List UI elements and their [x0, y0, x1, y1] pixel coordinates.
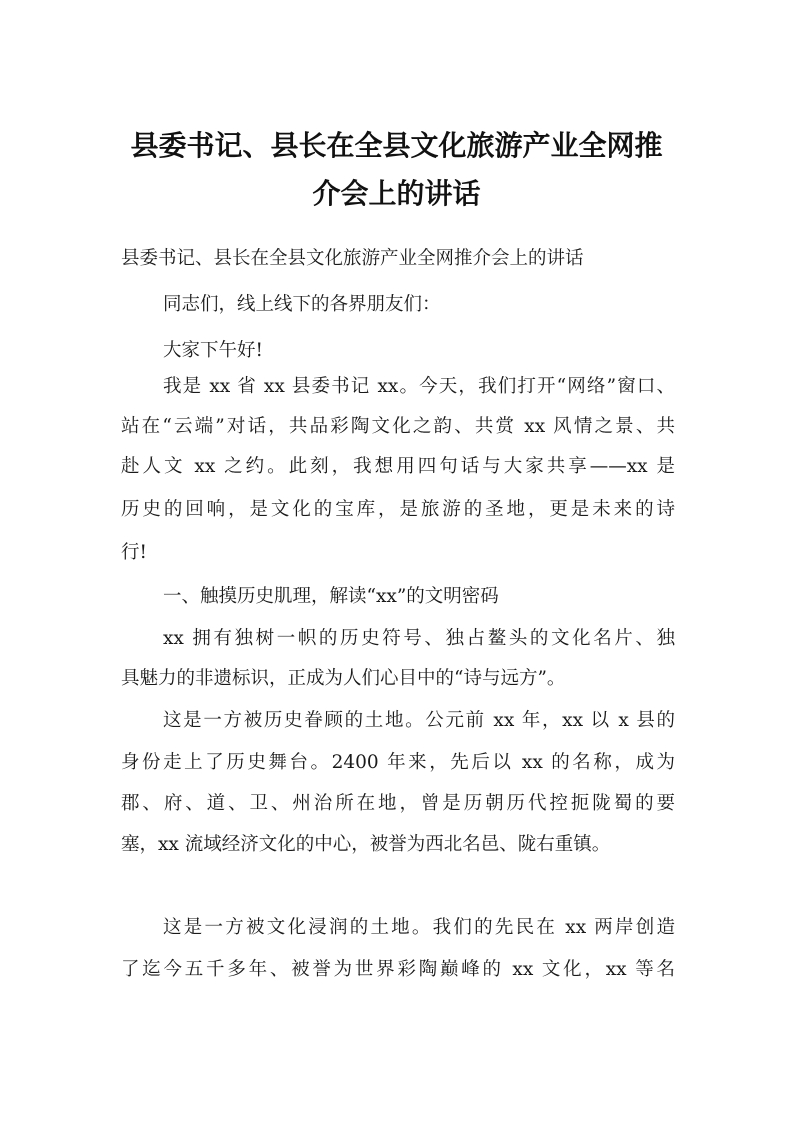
paragraph-3-line: 塞，xx 流域经济文化的中心，被誉为西北名邑、陇右重镇。 [121, 834, 611, 855]
document-subtitle: 县委书记、县长在全县文化旅游产业全网推介会上的讲话 [121, 248, 584, 269]
paragraph-4-line: 了迄今五千多年、被誉为世界彩陶巅峰的 xx 文化，xx 等名 [121, 959, 675, 980]
paragraph-3-line: 这是一方被历史眷顾的土地。公元前 xx 年，xx 以 x 县的 [163, 710, 675, 731]
section-1-heading: 一、触摸历史肌理，解读“xx”的文明密码 [163, 586, 499, 607]
document-title-line-1: 县委书记、县长在全县文化旅游产业全网推 [130, 129, 663, 162]
paragraph-1-line: 行! [121, 542, 147, 563]
salutation-line: 大家下午好! [163, 340, 263, 361]
paragraph-1-line: 我是 xx 省 xx 县委书记 xx。今天，我们打开“网络”窗口、 [163, 376, 675, 397]
greeting-line: 同志们，线上线下的各界朋友们： [163, 294, 441, 315]
paragraph-1-line: 历史的回响，是文化的宝库，是旅游的圣地，更是未来的诗 [121, 499, 675, 520]
paragraph-2-line: xx 拥有独树一帜的历史符号、独占鳌头的文化名片、独 [163, 628, 675, 649]
paragraph-3-line: 身份走上了历史舞台。2400 年来，先后以 xx 的名称，成为 [121, 752, 675, 773]
paragraph-1-line: 站在“云端”对话，共品彩陶文化之韵、共赏 xx 风情之景、共 [121, 416, 675, 437]
document-title-line-2: 介会上的讲话 [312, 177, 481, 210]
paragraph-2-line: 具魅力的非遗标识，正成为人们心目中的“诗与远方”。 [121, 668, 566, 689]
paragraph-1-line: 赴人文 xx 之约。此刻，我想用四句话与大家共享——xx 是 [121, 456, 675, 477]
paragraph-4-line: 这是一方被文化浸润的土地。我们的先民在 xx 两岸创造 [163, 917, 675, 938]
paragraph-3-line: 郡、府、道、卫、州治所在地，曾是历朝历代控扼陇蜀的要 [121, 793, 675, 814]
